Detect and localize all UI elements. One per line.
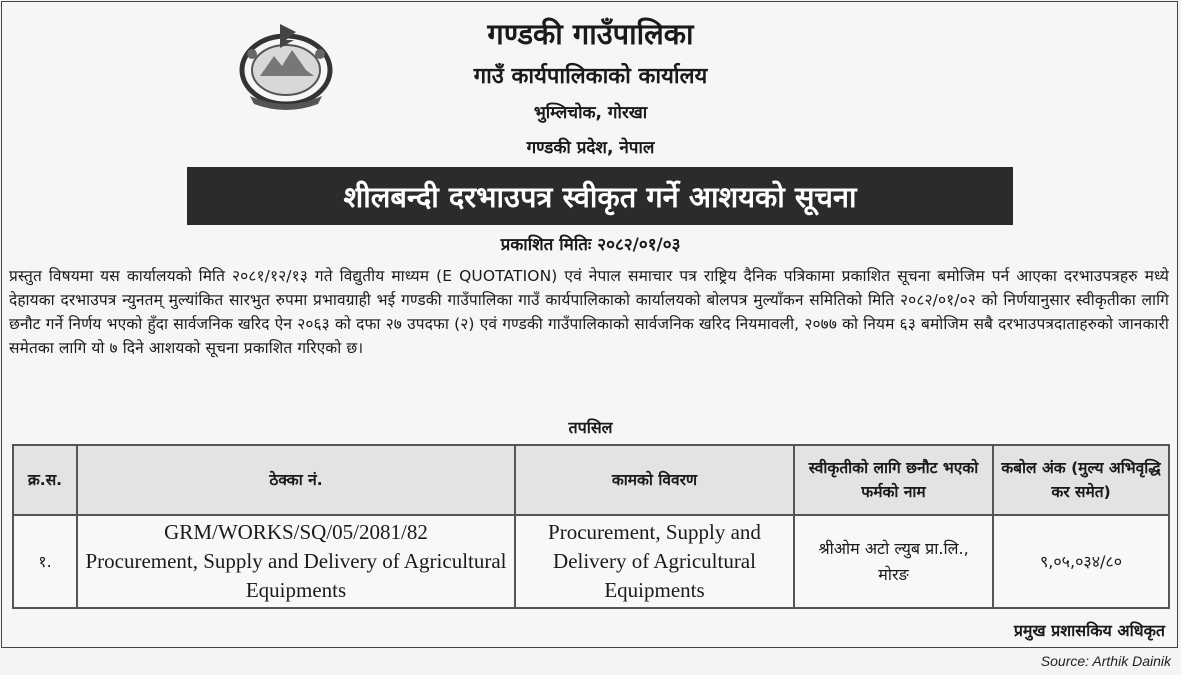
table-header-row (13, 445, 1169, 515)
col-header-work-description: कामको विवरण (515, 445, 794, 515)
signatory-title: प्रमुख प्रशासकिय अधिकृत (1013, 621, 1165, 640)
office-name: गाउँ कार्यपालिकाको कार्यालय (473, 64, 708, 89)
address-line-2: गण्डकी प्रदेश, नेपाल (526, 138, 655, 158)
col-header-contract-no: ठेक्का नं. (77, 445, 515, 515)
cell-bid-amount: ९,०५,०३४/८० (993, 515, 1169, 608)
col-header-sn: क्र.स. (13, 445, 77, 515)
municipality-name: गण्डकी गाउँपालिका (487, 17, 694, 51)
section-title: तपसिल (568, 418, 613, 437)
cell-contract-title: Procurement, Supply and Delivery of Agricultural Equipments (85, 549, 507, 602)
notice-body: प्रस्तुत विषयमा यस कार्यालयको मिति २०८१/१२/१३ गते विद्युतीय माध्यम (E QUOTATION) एवं नेपाल समाचार पत्र राष्ट्रिय दैनिक पत्रिकामा प्रकाशित सूचना बमोजिम पर्न आएका दरभाउपत्रहरु मध्ये देहायका दरभाउपत्र न्युनतम् मुल्यांकित सारभुत रुपमा प्रभावग्राही भई गण्डकी गाउँपालिका गाउँ कार्यपालिकाको कार्यालयको बोलपत्र मुल्याँकन समितिको मिति २०८२/०१/०२ को निर्णयानुसार स्वीकृतीका लागि छनौट गर्ने निर्णय भएको हुँदा सार्वजनिक खरिद ऐन २०६३ को दफा २७ उपदफा (२) एवं गण्डकी गाउँपालिकाको सार्वजनिक खरिद नियमावली, २०७७ को नियम ६३ बमोजिम सबै दरभाउपत्रदाताहरुको जानकारी समेतका लागि यो ७ दिने आशयको सूचना प्रकाशित गरिएको छ। (9, 267, 1169, 357)
cell-work-description: Procurement, Supply and Delivery of Agricultural Equipments (515, 515, 794, 608)
notice-title: शीलबन्दी दरभाउपत्र स्वीकृत गर्ने आशयको सूचना (343, 179, 857, 214)
address-line-1: भुम्लिचोक, गोरखा (533, 103, 648, 123)
cell-contract (77, 515, 515, 608)
notice-document (1, 1, 1178, 648)
source-credit: Source: Arthik Dainik (1040, 653, 1171, 669)
col-header-bid-amount: कबोल अंक (मुल्य अभिवृद्धि कर समेत) (993, 445, 1169, 515)
notice-title-banner (187, 167, 1013, 225)
award-table (12, 444, 1170, 609)
cell-selected-firm: श्रीओम अटो ल्युब प्रा.लि., मोरङ (794, 515, 993, 608)
col-header-selected-firm: स्वीकृतीको लागि छनौट भएको फर्मको नाम (794, 445, 993, 515)
cell-contract-no: GRM/WORKS/SQ/05/2081/82 (164, 520, 428, 544)
table-row (13, 515, 1169, 608)
publish-date: प्रकाशित मितिः २०८२/०१/०३ (500, 235, 681, 255)
cell-sn: १. (13, 515, 77, 608)
